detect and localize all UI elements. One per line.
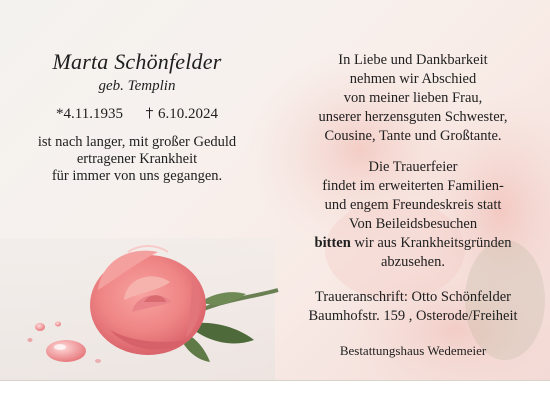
funeral-home: Bestattungshaus Wedemeier xyxy=(339,343,487,358)
farewell-line: von meiner lieben Frau, xyxy=(343,90,483,106)
cross-icon xyxy=(145,107,154,119)
life-dates xyxy=(18,104,256,124)
address-line: Traueranschrift: Otto Schönfelder xyxy=(315,289,511,305)
passing-line: für immer von uns gegangen. xyxy=(51,168,223,184)
farewell-line: nehmen wir Abschied xyxy=(349,71,477,87)
passing-statement xyxy=(18,134,256,185)
emphasis-word: bitten xyxy=(314,235,351,251)
address-line: Baumhofstr. 159 , Osterode/Freiheit xyxy=(308,308,518,324)
passing-line: ertragener Krankheit xyxy=(76,151,198,167)
farewell-paragraph xyxy=(286,51,540,146)
emphasis-rest: wir aus Krankheitsgründen xyxy=(350,235,512,251)
funeral-line: Die Trauerfeier xyxy=(368,159,458,175)
death-date-group xyxy=(145,104,218,124)
funeral-line: findet im erweiterten Familien- xyxy=(322,178,504,194)
death-date: 6.10.2024 xyxy=(157,106,218,122)
deceased-info xyxy=(18,48,256,185)
farewell-line: In Liebe und Dankbarkeit xyxy=(338,52,488,68)
funeral-line: und engem Freundeskreis statt xyxy=(324,197,502,213)
funeral-line: abzusehen. xyxy=(380,254,445,270)
funeral-line-emphasis xyxy=(286,234,540,253)
birth-date: *4.11.1935 xyxy=(56,106,123,122)
funeral-line: Von Beileidsbesuchen xyxy=(348,216,478,232)
farewell-message xyxy=(286,51,540,359)
birth-name: geb. Templin xyxy=(98,78,176,94)
passing-line: ist nach langer, mit großer Geduld xyxy=(37,134,237,150)
funeral-paragraph xyxy=(286,158,540,272)
farewell-line: unserer herzensguten Schwester, xyxy=(318,109,508,125)
farewell-line: Cousine, Tante und Großtante. xyxy=(324,128,502,144)
deceased-name: Marta Schönfelder xyxy=(52,49,222,74)
mourning-address xyxy=(286,288,540,326)
